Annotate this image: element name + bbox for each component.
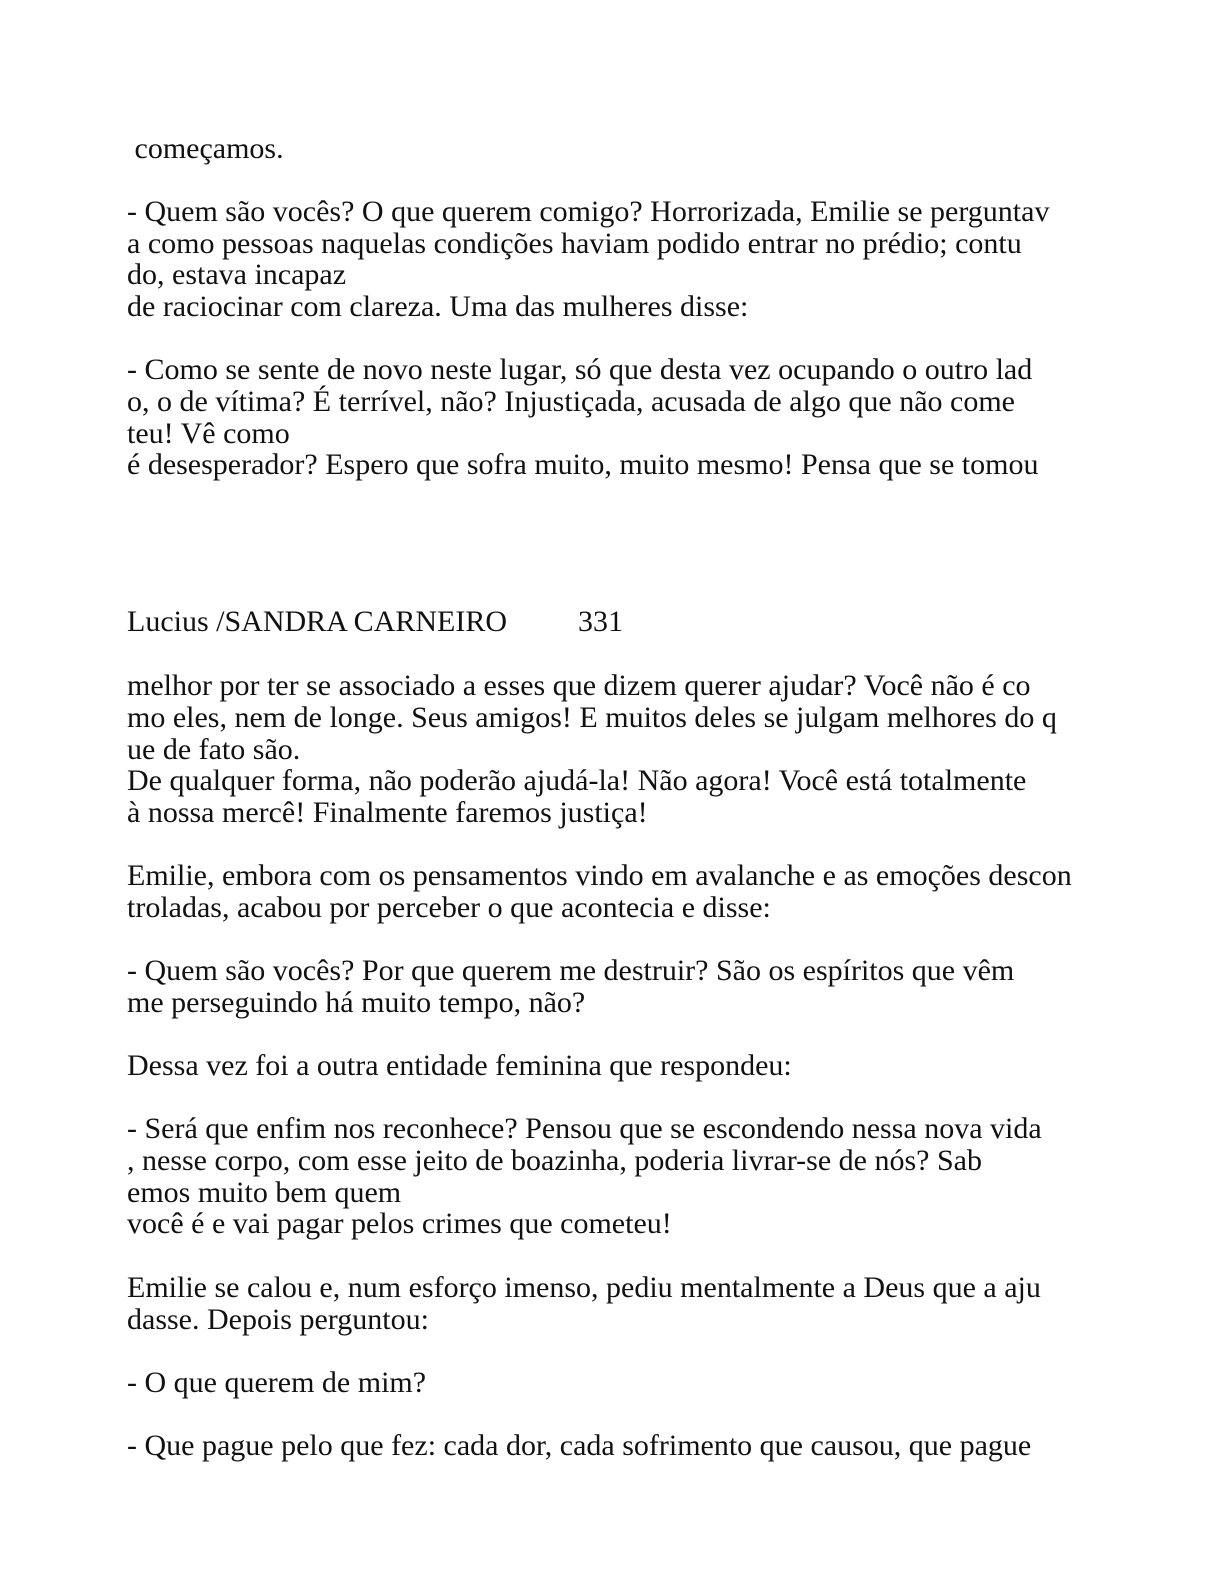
text-line: Emilie, embora com os pensamentos vindo em avalanche e as emoções descon <box>127 859 1072 892</box>
text-line: Dessa vez foi a outra entidade feminina que respondeu: <box>127 1049 792 1082</box>
text-line: , nesse corpo, com esse jeito de boazinha, poderia livrar-se de nós? Sab <box>127 1144 982 1177</box>
text-line: - Como se sente de novo neste lugar, só que desta vez ocupando o outro lad <box>127 353 1033 386</box>
text-line: - Quem são vocês? Por que querem me destruir? São os espíritos que vêm <box>127 954 1015 987</box>
text-line: você é e vai pagar pelos crimes que cometeu! <box>127 1207 672 1240</box>
text-line: à nossa mercê! Finalmente faremos justiça! <box>127 796 648 829</box>
text-line: a como pessoas naquelas condições haviam podido entrar no prédio; contu <box>127 227 1022 260</box>
text-line: é desesperador? Espero que sofra muito, muito mesmo! Pensa que se tomou <box>127 448 1039 481</box>
text-line: emos muito bem quem <box>127 1176 402 1209</box>
page-number: 331 <box>578 605 623 638</box>
text-line: começamos. <box>127 132 284 165</box>
text-line: do, estava incapaz <box>127 258 347 291</box>
text-line: o, o de vítima? É terrível, não? Injustiçada, acusada de algo que não come <box>127 385 1015 418</box>
text-line: troladas, acabou por perceber o que acontecia e disse: <box>127 891 771 924</box>
text-line: de raciocinar com clareza. Uma das mulheres disse: <box>127 290 749 323</box>
text-line: - Que pague pelo que fez: cada dor, cada sofrimento que causou, que pague <box>127 1429 1032 1462</box>
text-line: - O que querem de mim? <box>127 1366 427 1399</box>
text-line: - Quem são vocês? O que querem comigo? Horrorizada, Emilie se perguntav <box>127 195 1050 228</box>
text-line: - Será que enfim nos reconhece? Pensou que se escondendo nessa nova vida <box>127 1112 1042 1145</box>
text-line: melhor por ter se associado a esses que dizem querer ajudar? Você não é co <box>127 669 1031 702</box>
text-line: Emilie se calou e, num esforço imenso, pediu mentalmente a Deus que a aju <box>127 1271 1041 1304</box>
text-line: De qualquer forma, não poderão ajudá-la! Não agora! Você está totalmente <box>127 764 1027 797</box>
text-line: teu! Vê como <box>127 417 290 450</box>
text-line: dasse. Depois perguntou: <box>127 1303 429 1336</box>
text-line: mo eles, nem de longe. Seus amigos! E muitos deles se julgam melhores do q <box>127 701 1057 734</box>
running-header-title: Lucius /SANDRA CARNEIRO <box>127 605 508 638</box>
text-line: ue de fato são. <box>127 733 301 766</box>
text-line: me perseguindo há muito tempo, não? <box>127 986 586 1019</box>
